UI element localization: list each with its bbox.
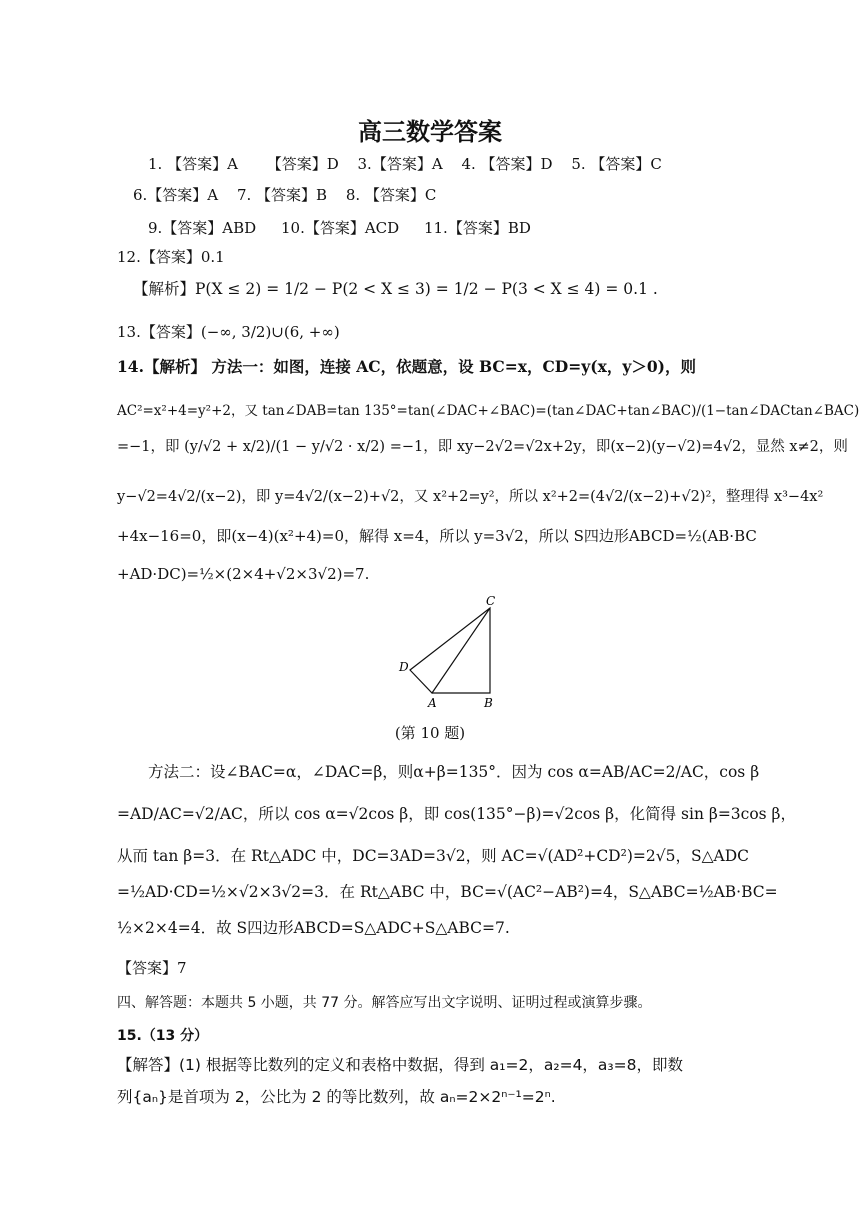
answer-3: 3.【答案】A	[357, 155, 443, 173]
q14-method2-line-2: =AD/AC=√2/AC，所以 cos α=√2cos β，即 cos(135°−β)=√2cos β，化简得 sin β=3cos β，	[117, 805, 797, 823]
q14-line-6: +AD·DC)=½×(2×4+√2×3√2)=7.	[117, 565, 370, 583]
answer-1: 1. 【答案】A	[148, 155, 238, 173]
label-b: B	[484, 696, 493, 710]
q15-header: 15.（13 分）	[117, 1028, 209, 1044]
label-a: A	[428, 696, 437, 710]
answer-4: 4. 【答案】D	[461, 155, 553, 173]
q14-answer: 【答案】7	[117, 959, 187, 977]
q15-line-1: 【解答】(1) 根据等比数列的定义和表格中数据，得到 a₁=2，a₂=4，a₃=8，即数	[117, 1056, 683, 1074]
answer-13: 13.【答案】(−∞, 3/2)∪(6, +∞)	[117, 323, 340, 341]
q14-line-5: +4x−16=0，即(x−4)(x²+4)=0，解得 x=4，所以 y=3√2，所以 S四边形ABCD=½(AB·BC	[117, 527, 757, 545]
answer-9: 9.【答案】ABD	[148, 219, 257, 237]
figure-edges	[410, 608, 490, 693]
answer-row-2	[133, 185, 436, 205]
q14-line-2: AC²=x²+4=y²+2，又 tan∠DAB=tan 135°=tan(∠DAC+∠BAC)=(tan∠DAC+tan∠BAC)/(1−tan∠DACtan∠BAC)	[117, 403, 860, 419]
figure-caption: (第 10 题)	[394, 724, 466, 742]
answer-8: 8. 【答案】C	[345, 186, 437, 204]
section-4-heading: 四、解答题：本题共 5 小题，共 77 分。解答应写出文字说明、证明过程或演算步骤。	[117, 995, 652, 1011]
page-title: 高三数学答案	[358, 118, 502, 146]
answer-row-1	[148, 154, 662, 174]
q14-method2-line-5: ½×2×4=4．故 S四边形ABCD=S△ADC+S△ABC=7.	[117, 919, 510, 937]
answer-11: 11.【答案】BD	[423, 219, 531, 237]
q14-method2-line-3: 从而 tan β=3．在 Rt△ADC 中，DC=3AD=3√2，则 AC=√(AD²+CD²)=2√5，S△ADC	[117, 847, 749, 865]
q14-line-3: =−1，即 (y/√2 + x/2)/(1 − y/√2 · x/2) =−1，即 xy−2√2=√2x+2y，即(x−2)(y−√2)=4√2，显然 x≠2，则	[117, 439, 848, 455]
q15-line-2: 列{aₙ}是首项为 2，公比为 2 的等比数列，故 aₙ=2×2ⁿ⁻¹=2ⁿ.	[117, 1088, 556, 1106]
answer-row-3	[148, 218, 531, 238]
label-c: C	[486, 594, 496, 608]
answer-12: 12.【答案】0.1	[117, 248, 225, 266]
answer-5: 5. 【答案】C	[571, 155, 662, 173]
q14-line-4: y−√2=4√2/(x−2)，即 y=4√2/(x−2)+√2，又 x²+2=y²，所以 x²+2=(4√2/(x−2)+√2)²，整理得 x³−4x²	[117, 489, 824, 505]
q14-method2-line-1: 方法二：设∠BAC=α，∠DAC=β，则α+β=135°．因为 cos α=AB/AC=2/AC，cos β	[148, 763, 760, 781]
answer-12-analysis: 【解析】P(X ≤ 2) = 1/2 − P(2 < X ≤ 3) = 1/2 − P(3 < X ≤ 4) = 0.1 .	[133, 280, 658, 298]
q14-line-1: 14.【解析】 方法一：如图，连接 AC，依题意，设 BC=x，CD=y(x，y＞0)，则	[117, 357, 696, 376]
answer-7: 7. 【答案】B	[236, 186, 328, 204]
answer-2: 【答案】D	[266, 155, 339, 173]
label-d: D	[399, 660, 409, 674]
answer-10: 10.【答案】ACD	[280, 219, 400, 237]
answer-6: 6.【答案】A	[133, 186, 219, 204]
quadrilateral-figure	[390, 590, 510, 712]
q14-method2-line-4: =½AD·CD=½×√2×3√2=3．在 Rt△ABC 中，BC=√(AC²−AB²)=4，S△ABC=½AB·BC=	[117, 883, 778, 901]
